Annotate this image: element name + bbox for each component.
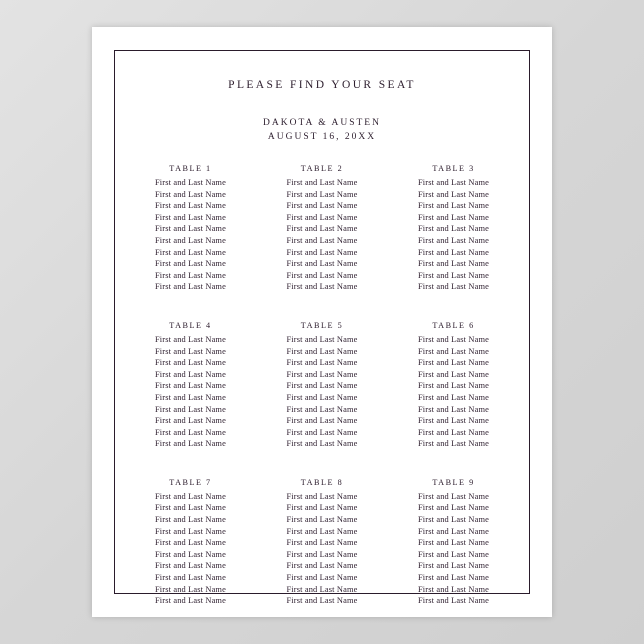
guest-name: First and Last Name — [286, 515, 358, 525]
table-column-6 — [393, 321, 514, 450]
table-column-7 — [130, 478, 251, 607]
table-column-1 — [130, 164, 251, 293]
guest-name: First and Last Name — [286, 404, 358, 414]
guest-name: First and Last Name — [154, 538, 226, 548]
guest-name: First and Last Name — [154, 416, 226, 426]
guest-name: First and Last Name — [418, 369, 489, 379]
table-heading: TABLE 7 — [169, 477, 212, 487]
guest-name: First and Last Name — [418, 235, 489, 245]
guest-name: First and Last Name — [418, 549, 489, 559]
guest-name: First and Last Name — [286, 189, 358, 199]
guest-name: First and Last Name — [154, 381, 226, 391]
guest-name: First and Last Name — [154, 212, 226, 222]
guest-name: First and Last Name — [154, 584, 226, 594]
guest-name: First and Last Name — [154, 573, 226, 583]
guest-name: First and Last Name — [286, 381, 358, 391]
guest-name: First and Last Name — [418, 404, 489, 414]
table-heading: TABLE 4 — [169, 320, 212, 330]
guest-name: First and Last Name — [154, 369, 226, 379]
table-heading: TABLE 3 — [432, 164, 475, 173]
guest-name: First and Last Name — [154, 282, 226, 292]
guest-name: First and Last Name — [154, 515, 226, 525]
guest-name: First and Last Name — [286, 573, 358, 583]
guest-name: First and Last Name — [418, 538, 489, 548]
guest-name: First and Last Name — [154, 491, 226, 501]
table-column-5 — [262, 321, 383, 450]
guest-name: First and Last Name — [286, 503, 358, 513]
guest-name: First and Last Name — [286, 201, 358, 211]
table-row-group-3 — [130, 478, 514, 607]
couple-names: DAKOTA & AUSTEN — [263, 118, 381, 128]
guest-name: First and Last Name — [418, 381, 489, 391]
guest-name: First and Last Name — [418, 503, 489, 513]
guest-name: First and Last Name — [154, 439, 226, 449]
guest-name: First and Last Name — [286, 427, 358, 437]
table-heading: TABLE 2 — [300, 164, 344, 173]
guest-name: First and Last Name — [286, 584, 358, 594]
guest-name: First and Last Name — [154, 334, 226, 344]
guest-name: First and Last Name — [154, 561, 226, 571]
guest-name: First and Last Name — [286, 538, 358, 548]
guest-name: First and Last Name — [418, 178, 489, 187]
guest-name: First and Last Name — [154, 596, 226, 606]
guest-name: First and Last Name — [154, 392, 226, 402]
guest-name: First and Last Name — [286, 526, 358, 536]
guest-name: First and Last Name — [418, 515, 489, 525]
guest-name: First and Last Name — [286, 259, 358, 269]
guest-name: First and Last Name — [154, 526, 226, 536]
guest-name: First and Last Name — [418, 212, 489, 222]
guest-name: First and Last Name — [418, 189, 489, 199]
guest-name: First and Last Name — [418, 573, 489, 583]
guest-name: First and Last Name — [418, 491, 489, 501]
guest-name: First and Last Name — [286, 369, 358, 379]
guest-name: First and Last Name — [154, 404, 226, 414]
poster-content — [130, 67, 514, 606]
guest-name: First and Last Name — [286, 270, 358, 280]
table-heading: TABLE 1 — [169, 164, 212, 173]
table-column-2 — [262, 164, 383, 293]
guest-name: First and Last Name — [154, 549, 226, 559]
guest-name: First and Last Name — [286, 247, 358, 257]
guest-name: First and Last Name — [286, 596, 358, 606]
guest-name: First and Last Name — [418, 346, 489, 356]
table-heading: TABLE 8 — [300, 477, 344, 487]
guest-name: First and Last Name — [154, 346, 226, 356]
guest-name: First and Last Name — [418, 201, 489, 211]
guest-name: First and Last Name — [286, 491, 358, 501]
guest-name: First and Last Name — [286, 224, 358, 234]
guest-name: First and Last Name — [418, 282, 489, 292]
table-row-group-1 — [130, 164, 514, 293]
guest-name: First and Last Name — [418, 358, 489, 368]
guest-name: First and Last Name — [286, 235, 358, 245]
table-column-8 — [262, 478, 383, 607]
guest-name: First and Last Name — [154, 201, 226, 211]
table-column-3 — [393, 164, 514, 293]
guest-name: First and Last Name — [286, 282, 358, 292]
guest-name: First and Last Name — [154, 259, 226, 269]
guest-name: First and Last Name — [154, 270, 226, 280]
guest-name: First and Last Name — [418, 584, 489, 594]
seating-chart-poster — [92, 27, 552, 617]
guest-name: First and Last Name — [418, 224, 489, 234]
table-row-group-2 — [130, 321, 514, 450]
guest-name: First and Last Name — [418, 334, 489, 344]
guest-name: First and Last Name — [154, 189, 226, 199]
guest-name: First and Last Name — [418, 259, 489, 269]
guest-name: First and Last Name — [286, 561, 358, 571]
guest-name: First and Last Name — [154, 178, 226, 187]
guest-name: First and Last Name — [286, 439, 358, 449]
guest-name: First and Last Name — [418, 561, 489, 571]
guest-name: First and Last Name — [286, 212, 358, 222]
table-column-4 — [130, 321, 251, 450]
guest-name: First and Last Name — [154, 503, 226, 513]
guest-name: First and Last Name — [286, 358, 358, 368]
event-date: AUGUST 16, 20XX — [267, 132, 377, 142]
guest-name: First and Last Name — [418, 439, 489, 449]
guest-name: First and Last Name — [418, 416, 489, 426]
guest-name: First and Last Name — [418, 427, 489, 437]
guest-name: First and Last Name — [154, 224, 226, 234]
guest-name: First and Last Name — [286, 416, 358, 426]
guest-name: First and Last Name — [286, 392, 358, 402]
guest-name: First and Last Name — [286, 178, 358, 187]
guest-name: First and Last Name — [418, 526, 489, 536]
guest-name: First and Last Name — [154, 427, 226, 437]
guest-name: First and Last Name — [418, 596, 489, 606]
table-heading: TABLE 5 — [300, 320, 344, 330]
guest-name: First and Last Name — [286, 334, 358, 344]
table-column-9 — [393, 478, 514, 607]
guest-name: First and Last Name — [418, 247, 489, 257]
guest-name: First and Last Name — [154, 358, 226, 368]
guest-name: First and Last Name — [418, 270, 489, 280]
guest-name: First and Last Name — [154, 247, 226, 257]
table-heading: TABLE 9 — [432, 477, 475, 487]
guest-name: First and Last Name — [286, 549, 358, 559]
guest-name: First and Last Name — [418, 392, 489, 402]
page-title: PLEASE FIND YOUR SEAT — [228, 79, 416, 91]
guest-name: First and Last Name — [286, 346, 358, 356]
guest-name: First and Last Name — [154, 235, 226, 245]
table-heading: TABLE 6 — [432, 320, 475, 330]
